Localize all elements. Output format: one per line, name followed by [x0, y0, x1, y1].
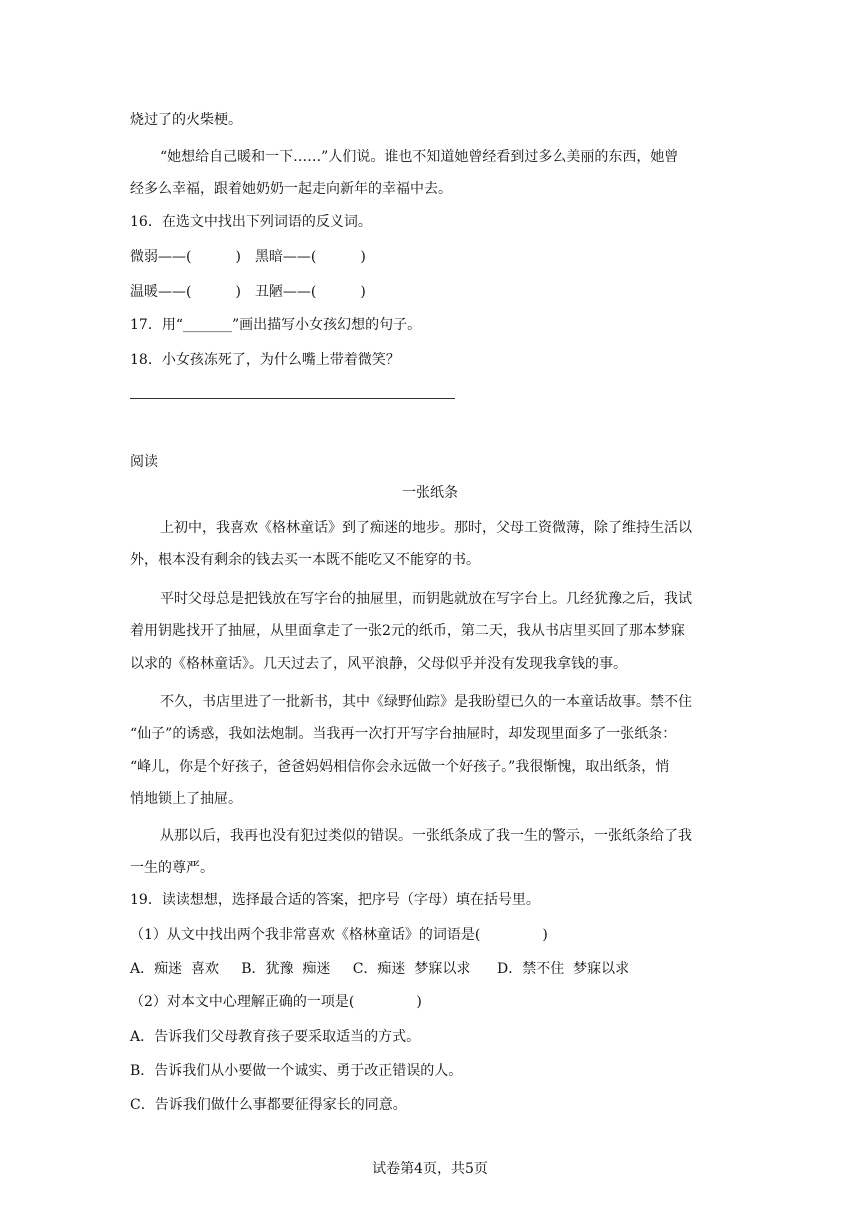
antonym-word: 丑陋——( — [254, 284, 317, 300]
passage2-line: 平时父母总是把钱放在写字台的抽屉里，而钥匙就放在写字台上。几经犹豫之后，我试 — [160, 591, 692, 607]
question-16-stem: 16．在选文中找出下列词语的反义词。 — [130, 214, 372, 230]
option-b: B．告诉我们从小要做一个诚实、勇于改正错误的人。 — [130, 1063, 463, 1079]
passage2-line: 外，根本没有剩余的钱去买一本既不能吃又不能穿的书。 — [130, 552, 480, 568]
question-19-sub-2 — [130, 993, 422, 1011]
passage2-line: 一生的尊严。 — [130, 860, 214, 876]
passage2-line: 从那以后，我再也没有犯过类似的错误。一张纸条成了我一生的警示，一张纸条给了我 — [160, 828, 692, 844]
question-19-stem: 19．读读想想，选择最合适的答案，把序号（字母）填在括号里。 — [130, 892, 540, 908]
passage1-line: 经多么幸福，跟着她奶奶一起走向新年的幸福中去。 — [130, 181, 452, 197]
bracket-close: ) — [360, 284, 366, 300]
bracket-close: ) — [235, 284, 241, 300]
option-c: C．告诉我们做什么事都要征得家长的同意。 — [130, 1097, 407, 1113]
question-16-row-2 — [130, 283, 366, 301]
bracket-close: ) — [360, 249, 366, 265]
passage1-line: “她想给自己暖和一下……”人们说。谁也不知道她曾经看到过多么美丽的东西，她曾 — [160, 149, 679, 165]
sub-question-text: （2）对本文中心理解正确的一项是( — [130, 994, 355, 1010]
option-a: A．告诉我们父母教育孩子要采取适当的方式。 — [130, 1029, 421, 1045]
bracket-close: ) — [416, 994, 422, 1010]
passage1-line: 烧过了的火柴梗。 — [130, 112, 242, 128]
page-footer: 试卷第4页，共5页 — [372, 1161, 488, 1177]
passage-title: 一张纸条 — [402, 485, 458, 501]
passage2-line: 悄地锁上了抽屉。 — [130, 791, 242, 807]
answer-line[interactable] — [130, 398, 455, 399]
passage2-line: 着用钥匙找开了抽屉，从里面拿走了一张2元的纸币，第二天，我从书店里买回了那本梦寐 — [130, 623, 685, 639]
section-label: 阅读 — [130, 454, 158, 470]
sub-question-text: （1）从文中找出两个我非常喜欢《格林童话》的词语是( — [130, 927, 481, 943]
passage2-line: 上初中，我喜欢《格林童话》到了痴迷的地步。那时，父母工资微薄，除了维持生活以 — [160, 520, 692, 536]
passage2-line: 不久，书店里进了一批新书，其中《绿野仙踪》是我盼望已久的一本童话故事。禁不住 — [160, 694, 692, 710]
bracket-close: ) — [542, 927, 548, 943]
bracket-close: ) — [235, 249, 241, 265]
antonym-word: 微弱——( — [130, 249, 192, 265]
question-17-stem: 17．用“_______”画出描写小女孩幻想的句子。 — [130, 317, 422, 333]
passage2-line: 以求的《格林童话》。几天过去了，风平浪静，父母似乎并没有发现我拿钱的事。 — [130, 656, 627, 672]
question-19-sub-1-options: A．痴迷 喜欢 B．犹豫 痴迷 C．痴迷 梦寐以求 D．禁不住 梦寐以求 — [130, 961, 630, 977]
antonym-word: 黑暗——( — [254, 249, 317, 265]
question-19-sub-1 — [130, 926, 548, 944]
passage2-line: “峰儿，你是个好孩子，爸爸妈妈相信你会永远做一个好孩子。”我很惭愧，取出纸条，悄 — [130, 759, 670, 775]
question-18-stem: 18．小女孩冻死了，为什么嘴上带着微笑？ — [130, 352, 400, 368]
antonym-word: 温暖——( — [130, 284, 192, 300]
question-16-row-1 — [130, 248, 366, 266]
passage2-line: “仙子”的诱惑，我如法炮制。当我再一次打开写字台抽屉时，却发现里面多了一张纸条： — [130, 726, 677, 742]
